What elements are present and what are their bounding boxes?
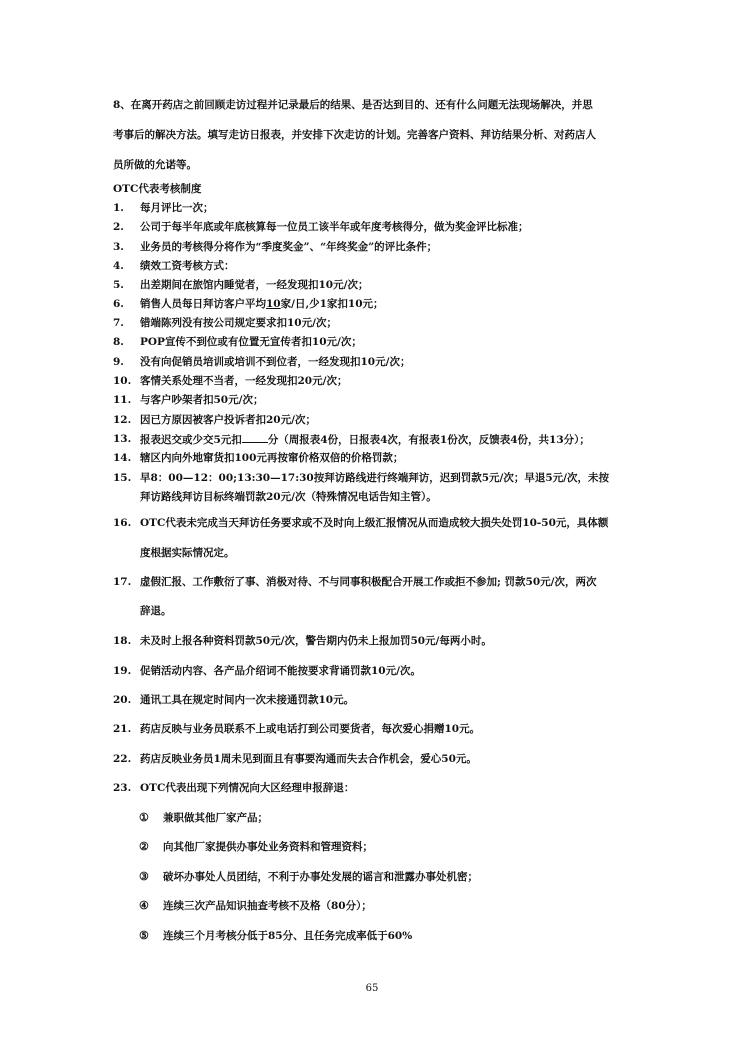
list-number: 20. xyxy=(113,694,132,706)
page-number: 65 xyxy=(365,983,379,994)
item-text-part: 家/日,少1家扣10元； xyxy=(280,298,384,310)
list-number: 16. xyxy=(113,517,132,529)
circled-number: ⑤ xyxy=(139,929,149,942)
list-item: 辖区内向外地窜货扣100元再按窜价格双倍的价格罚款； xyxy=(140,452,404,464)
list-number: 23. xyxy=(113,782,132,794)
list-number: 10. xyxy=(113,375,132,387)
list-item-continuation: 拜访路线拜访目标终端罚款20元/次（特殊情况电话告知主管）。 xyxy=(140,491,437,503)
list-item: 没有向促销员培训或培训不到位者，一经发现扣10元/次； xyxy=(140,356,411,368)
list-item: 每月评比一次； xyxy=(140,202,214,214)
list-item: 早8：00—12：00;13:30—17:30按拜访路线进行终端拜访，迟到罚款5元/次；早退5元/次，未按 xyxy=(140,472,609,484)
list-number: 19. xyxy=(113,665,132,677)
item-text-part: 销售人员每日拜访客户平均 xyxy=(140,298,266,310)
list-number: 17. xyxy=(113,576,132,588)
list-number: 2. xyxy=(113,221,124,233)
list-number: 3. xyxy=(113,241,124,253)
list-item: 绩效工资考核方式： xyxy=(140,260,235,272)
list-item xyxy=(140,432,590,447)
list-item: OTC代表出现下列情况向大区经理申报辞退： xyxy=(140,782,355,794)
sub-list-item: 破坏办事处人员团结，不利于办事处发展的谣言和泄露办事处机密； xyxy=(163,871,478,883)
sub-list-item: 连续三个月考核分低于85分、且任务完成率低于60% xyxy=(163,930,413,942)
list-item: 客情关系处理不当者，一经发现扣20元/次； xyxy=(140,375,348,387)
list-item: POP宣传不到位或有位置无宣传者扣10元/次； xyxy=(140,336,362,348)
circled-number: ② xyxy=(139,840,149,853)
list-number: 22. xyxy=(113,753,132,765)
sub-list-item: 兼职做其他厂家产品； xyxy=(163,812,268,824)
list-item: 药店反映业务员1周未见到面且有事要沟通而失去合作机会，爱心50元。 xyxy=(140,753,477,765)
list-number: 18. xyxy=(113,635,132,647)
intro-line-3: 员所做的允诺等。 xyxy=(113,159,197,171)
item-text-part: 分（周报表4份，日报表4次，有报表1份次，反馈表4份，共13分）； xyxy=(267,434,590,446)
list-number: 5. xyxy=(113,279,124,291)
sub-list-item: 连续三次产品知识抽查考核不及格（80分）； xyxy=(163,900,372,912)
circled-number: ③ xyxy=(139,870,149,883)
underlined-value: 10 xyxy=(266,298,281,310)
list-item-continuation: 辞退。 xyxy=(140,605,172,617)
circled-number: ① xyxy=(139,811,149,824)
list-number: 9. xyxy=(113,356,124,368)
circled-number: ④ xyxy=(139,899,149,912)
intro-line-2: 考事后的解决方法。填写走访日报表，并安排下次走访的计划。完善客户资料、拜访结果分析、对药店人 xyxy=(113,129,596,141)
list-item: 错端陈列没有按公司规定要求扣10元/次； xyxy=(140,317,337,329)
list-number: 13. xyxy=(113,433,132,445)
list-item: 业务员的考核得分将作为“季度奖金”、“年终奖金”的评比条件； xyxy=(140,241,438,253)
list-number: 14. xyxy=(113,452,132,464)
intro-line-1: 8、在离开药店之前回顾走访过程并记录最后的结果、是否达到目的、还有什么问题无法现场解决，并思 xyxy=(113,99,593,111)
list-number: 1. xyxy=(113,202,124,214)
list-item: 公司于每半年底或年底核算每一位员工该半年或年度考核得分，做为奖金评比标准； xyxy=(140,221,529,233)
list-item-continuation: 度根据实际情况定。 xyxy=(140,547,235,559)
list-number: 6. xyxy=(113,298,124,310)
list-number: 12. xyxy=(113,414,132,426)
sub-list-item: 向其他厂家提供办事处业务资料和管理资料； xyxy=(163,841,373,853)
list-item: 虚假汇报、工作敷衍了事、消极对待、不与同事积极配合开展工作或拒不参加; 罚款50元/次，两次 xyxy=(140,576,597,588)
list-number: 11. xyxy=(113,394,132,406)
list-number: 15. xyxy=(113,472,132,484)
list-item: 因已方原因被客户投诉者扣20元/次； xyxy=(140,414,316,426)
list-number: 21. xyxy=(113,723,132,735)
section-title: OTC代表考核制度 xyxy=(113,183,202,195)
list-number: 4. xyxy=(113,260,124,272)
list-item: 通讯工具在规定时间内一次未接通罚款10元。 xyxy=(140,694,355,706)
list-item: 药店反映与业务员联系不上或电话打到公司要货者，每次爱心捐赠10元。 xyxy=(140,723,481,735)
list-item: OTC代表未完成当天拜访任务要求或不及时向上级汇报情况从而造成较大损失处罚10-50元，具体额 xyxy=(140,517,609,529)
list-number: 8. xyxy=(113,336,124,348)
list-item: 促销活动内容、各产品介绍词不能按要求背诵罚款10元/次。 xyxy=(140,665,421,677)
list-item: 与客户吵架者扣50元/次； xyxy=(140,394,264,406)
list-item: 出差期间在旅馆内睡觉者，一经发现扣10元/次； xyxy=(140,279,369,291)
list-number: 7. xyxy=(113,317,124,329)
item-text-part: 报表迟交或少交5元扣 xyxy=(140,434,242,446)
list-item: 未及时上报各种资料罚款50元/次，警告期内仍未上报加罚50元/每两小时。 xyxy=(140,635,492,647)
blank-underline xyxy=(242,432,268,443)
list-item xyxy=(140,297,384,311)
